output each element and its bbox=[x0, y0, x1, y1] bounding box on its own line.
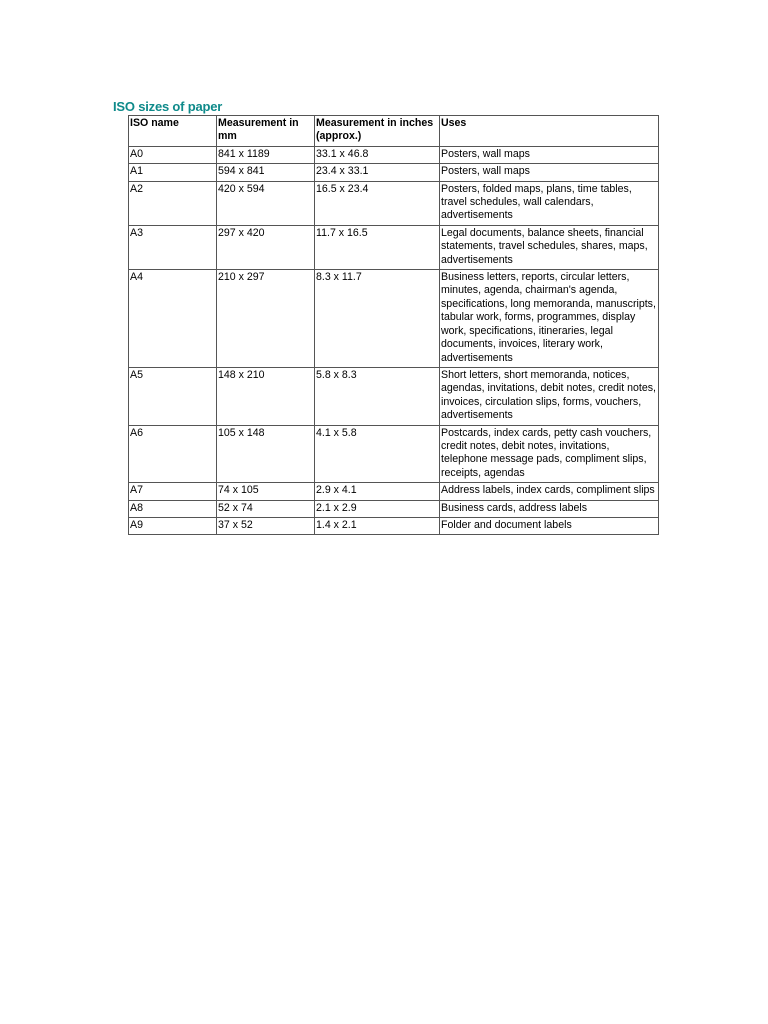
cell-measurement-inches: 2.1 x 2.9 bbox=[315, 500, 440, 517]
cell-uses: Folder and document labels bbox=[440, 517, 659, 534]
table-row bbox=[129, 500, 659, 517]
cell-measurement-mm: 74 x 105 bbox=[217, 483, 315, 500]
table-header-row bbox=[129, 116, 659, 147]
cell-iso-name: A3 bbox=[129, 225, 217, 269]
cell-uses: Postcards, index cards, petty cash vouchers, credit notes, debit notes, invitations, telephone message pads, compliment slips, receipts, agendas bbox=[440, 425, 659, 483]
table-row bbox=[129, 483, 659, 500]
cell-measurement-mm: 37 x 52 bbox=[217, 517, 315, 534]
cell-iso-name: A5 bbox=[129, 367, 217, 425]
cell-measurement-inches: 16.5 x 23.4 bbox=[315, 181, 440, 225]
cell-measurement-inches: 5.8 x 8.3 bbox=[315, 367, 440, 425]
cell-measurement-mm: 420 x 594 bbox=[217, 181, 315, 225]
cell-measurement-inches: 33.1 x 46.8 bbox=[315, 146, 440, 163]
cell-iso-name: A8 bbox=[129, 500, 217, 517]
table-row bbox=[129, 164, 659, 181]
cell-iso-name: A6 bbox=[129, 425, 217, 483]
page-title: ISO sizes of paper bbox=[113, 99, 223, 114]
cell-uses: Short letters, short memoranda, notices, agendas, invitations, debit notes, credit notes, invoices, circulation slips, forms, vouchers, advertisements bbox=[440, 367, 659, 425]
cell-measurement-mm: 210 x 297 bbox=[217, 270, 315, 368]
header-measurement-mm: Measurement in mm bbox=[217, 116, 315, 147]
table-body bbox=[129, 146, 659, 535]
cell-measurement-mm: 148 x 210 bbox=[217, 367, 315, 425]
cell-measurement-inches: 2.9 x 4.1 bbox=[315, 483, 440, 500]
cell-iso-name: A7 bbox=[129, 483, 217, 500]
cell-measurement-mm: 594 x 841 bbox=[217, 164, 315, 181]
cell-uses: Posters, wall maps bbox=[440, 164, 659, 181]
cell-iso-name: A4 bbox=[129, 270, 217, 368]
table-row bbox=[129, 181, 659, 225]
table-row bbox=[129, 517, 659, 534]
cell-iso-name: A1 bbox=[129, 164, 217, 181]
cell-measurement-mm: 52 x 74 bbox=[217, 500, 315, 517]
header-measurement-inches: Measurement in inches (approx.) bbox=[315, 116, 440, 147]
cell-measurement-mm: 841 x 1189 bbox=[217, 146, 315, 163]
cell-uses: Posters, wall maps bbox=[440, 146, 659, 163]
cell-measurement-inches: 8.3 x 11.7 bbox=[315, 270, 440, 368]
cell-uses: Address labels, index cards, compliment slips bbox=[440, 483, 659, 500]
cell-uses: Business letters, reports, circular letters, minutes, agenda, chairman's agenda, specifications, long memoranda, manuscripts, tabular work, forms, programmes, display work, specifications, itineraries, legal documents, invoices, literary work, advertisements bbox=[440, 270, 659, 368]
table-row bbox=[129, 146, 659, 163]
cell-uses: Posters, folded maps, plans, time tables, travel schedules, wall calendars, advertisements bbox=[440, 181, 659, 225]
cell-iso-name: A9 bbox=[129, 517, 217, 534]
cell-measurement-inches: 11.7 x 16.5 bbox=[315, 225, 440, 269]
header-uses: Uses bbox=[440, 116, 659, 147]
cell-uses: Legal documents, balance sheets, financial statements, travel schedules, shares, maps, advertisements bbox=[440, 225, 659, 269]
cell-measurement-mm: 297 x 420 bbox=[217, 225, 315, 269]
table-row bbox=[129, 225, 659, 269]
cell-iso-name: A0 bbox=[129, 146, 217, 163]
cell-measurement-mm: 105 x 148 bbox=[217, 425, 315, 483]
table-row bbox=[129, 270, 659, 368]
cell-measurement-inches: 23.4 x 33.1 bbox=[315, 164, 440, 181]
cell-measurement-inches: 4.1 x 5.8 bbox=[315, 425, 440, 483]
header-iso-name: ISO name bbox=[129, 116, 217, 147]
cell-iso-name: A2 bbox=[129, 181, 217, 225]
iso-sizes-table bbox=[128, 115, 659, 535]
table-row bbox=[129, 425, 659, 483]
table-row bbox=[129, 367, 659, 425]
cell-uses: Business cards, address labels bbox=[440, 500, 659, 517]
cell-measurement-inches: 1.4 x 2.1 bbox=[315, 517, 440, 534]
